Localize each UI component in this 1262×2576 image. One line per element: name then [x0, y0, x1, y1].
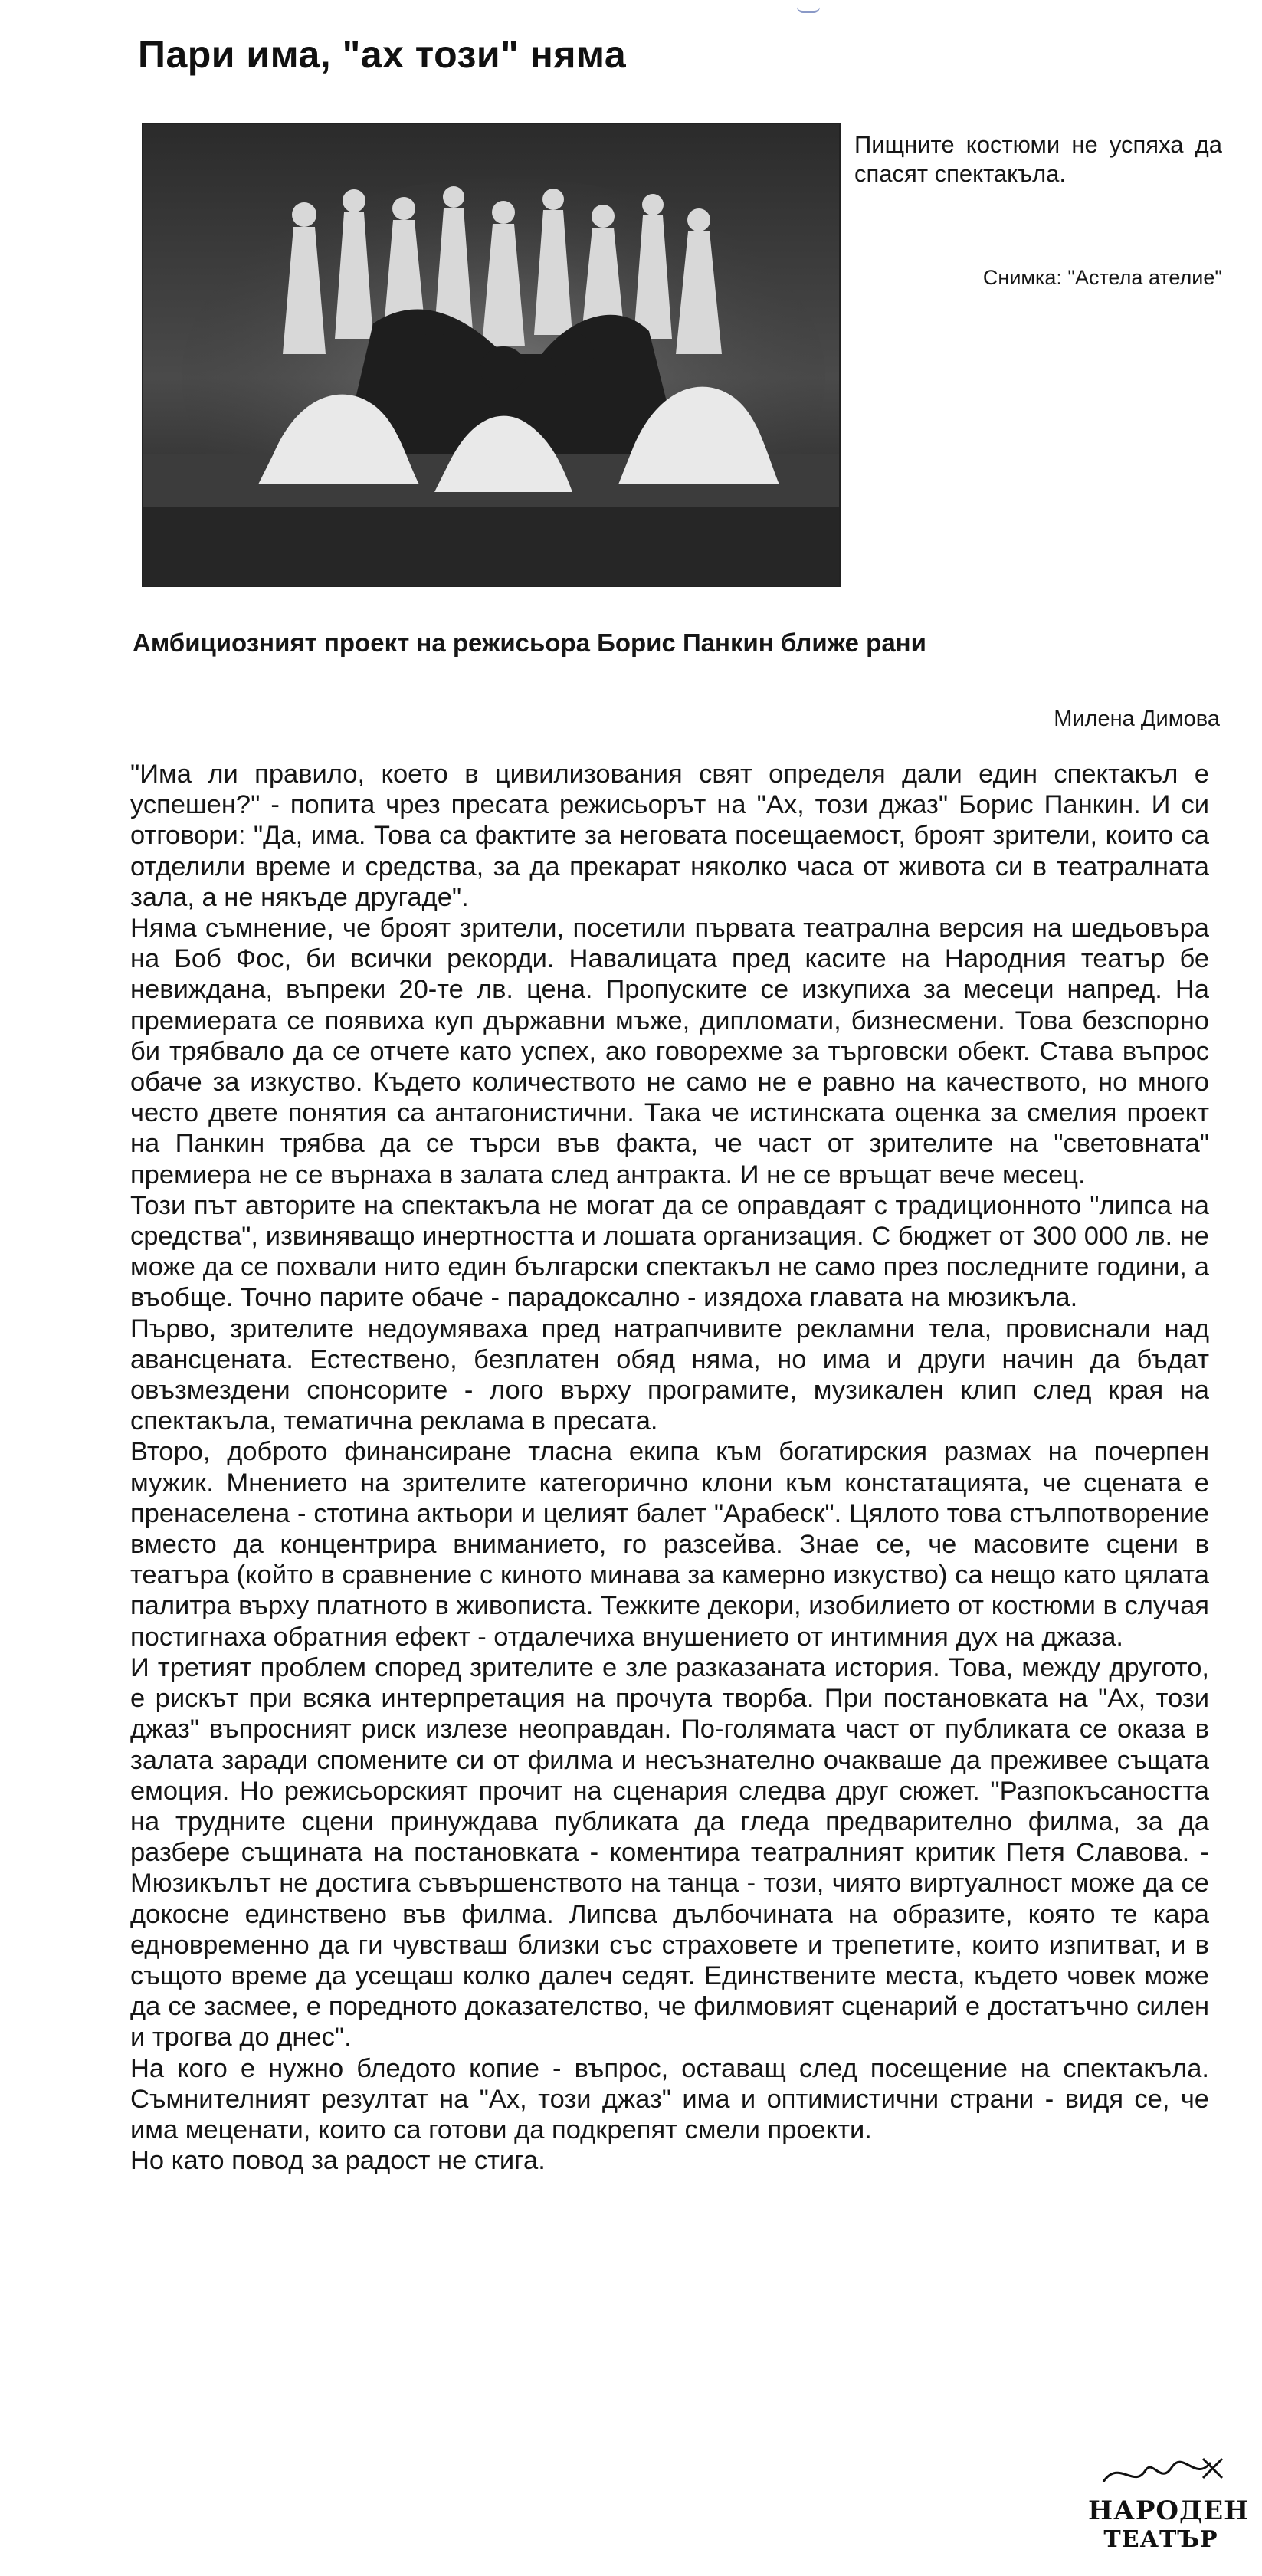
paragraph: Първо, зрителите недоумяваха пред натрапчивите рекламни тела, провиснали над авансцената. Естествено, безплатен обяд няма, но има и други начин да бъдат овъзмездени спонсорите - лого върху програмите, музикален клип след края на спектакъла, тематична реклама в пресата. [130, 1314, 1209, 1436]
photo-caption: Пищните костюми не успяха да спасят спектакъла. [854, 131, 1222, 187]
paragraph: Няма съмнение, че броят зрители, посетили първата театрална версия на шедьовъра на Боб Фос, би всички рекорди. Навалицата пред касите на Народния театър бе невиждана, въпреки 20-те лв. цена. Пропуските се изкупиха за месеци напред. На премиерата се появиха куп държавни мъже, дипломати, бизнесмени. Това безспорно би трябвало да се отчете като успех, ако говорехме за търговски обект. Става въпрос обаче за изкуство. Където количеството не само не е равно на качеството, но много често двете понятия са антагонистични. Така че истинската оценка за смелия проект на Панкин трябва да се търси във факта, че част от зрителите на "световната" премиера не се върнаха в залата след антракта. И не се връщат вече месец. [130, 914, 1209, 1190]
paragraph: Второ, доброто финансиране тласна екипа към богатирския размах на почерпен мужик. Мнението на зрителите категорично клони към констатацията, че сцената е пренаселена - стотина актьори и целият балет "Арабеск". Цялото това стълпотворение вместо да концентрира вниманието, го разсейва. Знае се, че масовите сцени в театъра (който в сравнение с киното минава за камерно изкуство) са нещо като цялата палитра върху платното в живописта. Тежките декори, изобилието от костюми в случая постигнаха обратния ефект - отдалечиха внушението от интимния дух на джаза. [130, 1437, 1209, 1652]
article-body [130, 759, 1209, 2176]
stage-photo-illustration [143, 124, 839, 586]
paragraph: "Има ли правило, което в цивилизования свят определя дали един спектакъл е успешен?" - попита чрез пресата режисьорът на "Ах, този джаз" Борис Панкин. И си отговори: "Да, има. Това са фактите за неговата посещаемост, броят зрители, които са отделили време и средства, за да прекарат няколко часа от живота си в театралната зала, а не някъде другаде". [130, 760, 1209, 912]
paragraph: На кого е нужно бледото копие - въпрос, оставащ след посещение на спектакъла. Съмнителният резултат на "Ах, този джаз" има и оптимистични страни - видя се, че има меценати, които са готови да подкрепят смели проекти. [130, 2053, 1209, 2144]
stamp-line-1: НАРОДЕН [1088, 2496, 1250, 2526]
paragraph: Този път авторите на спектакъла не могат да се оправдаят с традиционното "липса на средства", извиняващо инертността и лошата организация. С бюджет от 300 000 лв. не може да се похвали нито един български спектакъл не само през последните години, а въобще. Точно парите обаче - парадоксално - изядоха главата на мюзикъла. [130, 1190, 1209, 1313]
paragraph: Но като повод за радост не стига. [130, 2146, 546, 2176]
headline: Пари има, "ах този" няма [138, 33, 627, 76]
theatre-stamp-logo [1088, 2451, 1250, 2566]
author-byline: Милена Димова [1054, 707, 1220, 731]
article-subtitle: Амбициозният проект на режисьора Борис Панкин ближе рани [133, 628, 926, 657]
article-photo [142, 123, 841, 587]
photo-credit: Снимка: "Астела ателие" [982, 266, 1222, 289]
pen-mark [797, 0, 820, 13]
paragraph: И третият проблем според зрителите е зле разказаната история. Това, между другото, е рискът при всяка интерпретация на прочута творба. При постановката на "Ах, този джаз" въпросният риск излезе неоправдан. По-голямата част от публиката се оказа в залата заради спомените си от филма и несъзнателно очакваше да преживее същата емоция. Но режисьорският прочит на сценария следва друг сюжет. "Разпокъсаността на трудните сцени принуждава публиката да гледа предварително филма, за да разбере същината на постановката - коментира театралният критик Петя Славова. - Мюзикълът не достига съвършенството на танца - този, чиято виртуалност може да се докосне единствено във филма. Липсва дълбочината на образите, която те кара едновременно да ги чувстваш близки със страховете и трепетите, които изпитват, и в същото време да усещаш колко далеч седят. Единствените места, където човек може да се засмее, е поредното доказателство, че филмовият сценарий е достатъчно силен и трогва до днес". [130, 1652, 1209, 2053]
stamp-line-2: ТЕАТЪР [1103, 2526, 1218, 2553]
